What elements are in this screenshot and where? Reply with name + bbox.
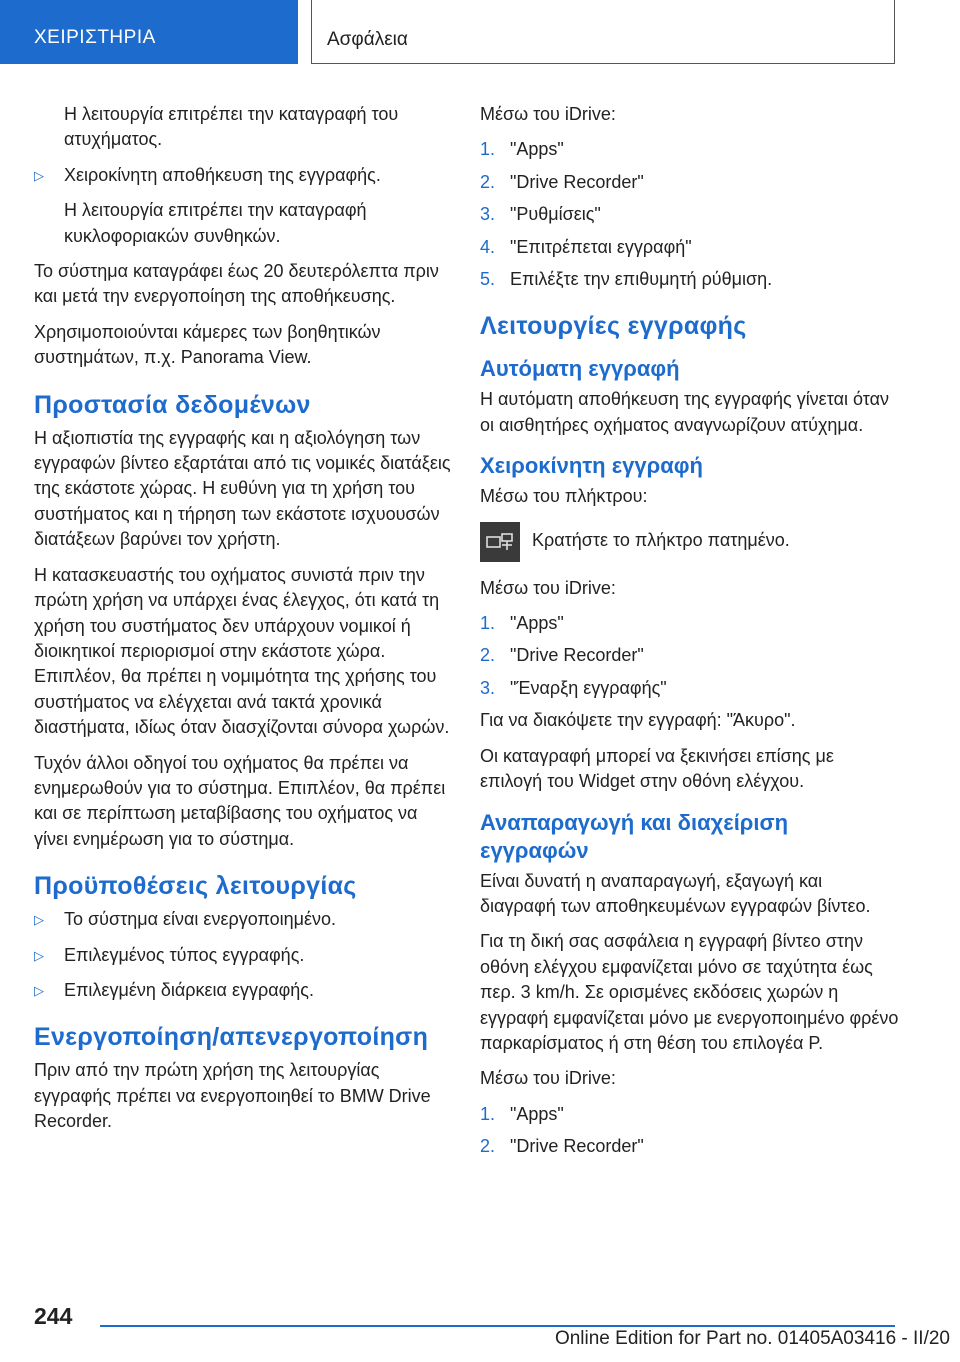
bullet-item	[34, 907, 454, 932]
right-column	[480, 102, 900, 1167]
footer-divider	[100, 1325, 895, 1327]
paragraph: Είναι δυνατή η αναπαραγωγή, εξαγωγή και διαγραφή των αποθηκευμένων εγγραφών βίντεο.	[480, 870, 871, 916]
step-number: 3.	[480, 677, 496, 698]
step-number: 2.	[480, 171, 496, 192]
step-text: "Drive Recorder"	[510, 645, 644, 666]
step-text: "Ρυθμίσεις"	[510, 204, 601, 225]
paragraph: Η αυτόματη αποθήκευση της εγγραφής γίνεται όταν οι αισθητήρες οχήματος αναγνωρίζουν ατύχημα.	[480, 389, 889, 435]
triangle-bullet-icon: ▷	[34, 982, 44, 998]
step-text: "Apps"	[510, 139, 564, 160]
list-item	[480, 267, 900, 292]
section-title: Ασφάλεια	[327, 29, 408, 50]
paragraph: Μέσω του iDrive:	[480, 577, 616, 598]
bullet-text: Επιλεγμένη διάρκεια εγγραφής.	[64, 979, 314, 1000]
list-item	[480, 1102, 900, 1127]
bullet-text: Επιλεγμένος τύπος εγγραφής.	[64, 944, 305, 965]
heading-activation: Ενεργοποίηση/απενεργοποίηση	[34, 1023, 429, 1052]
list-item	[480, 611, 900, 636]
paragraph: Η κατασκευαστής του οχήματος συνιστά πριν την πρώτη χρήση να υπάρχει ένας έλεγχος, ότι κατά τη χρήση του συστήματος δεν υπάρχουν νομικοί ή διοικητικοί περιορισμοί στην εκάστοτε χώρα. Επιπλέον, θα πρέπει η νομιμότητα της χρήσης του συστήματος να ελέγχεται ανά τακτά χρονικά διαστήματα, ιδίως όταν διασχίζονται σύνορα χωρών.	[34, 564, 450, 738]
step-number: 2.	[480, 645, 496, 666]
step-number: 1.	[480, 1103, 496, 1124]
bullet-item	[34, 978, 454, 1003]
bullet-item	[34, 943, 454, 968]
camera-record-button-icon	[480, 522, 520, 562]
list-item	[480, 137, 900, 162]
list-item	[480, 1134, 900, 1159]
paragraph: Για να διακόψετε την εγγραφή: "Άκυρο".	[480, 710, 796, 731]
paragraph: Οι καταγραφή μπορεί να ξεκινήσει επίσης με επιλογή του Widget στην οθόνη ελέγχου.	[480, 745, 834, 792]
list-item	[480, 202, 900, 227]
paragraph: Τυχόν άλλοι οδηγοί του οχήματος θα πρέπει να ενημερωθούν για το σύστημα. Επιπλέον, θα πρέπει και σε περίπτωση μεταβίβασης του οχήματος να γίνει ενημέρωση για το σύστημα.	[34, 752, 446, 849]
page-number: 244	[34, 1303, 73, 1329]
step-number: 2.	[480, 1136, 496, 1157]
step-text: Επιλέξτε την επιθυμητή ρύθμιση.	[510, 269, 773, 290]
heading-data-protection: Προστασία δεδομένων	[34, 390, 311, 419]
paragraph: Η λειτουργία επιτρέπει την καταγραφή του ατυχήματος.	[64, 104, 399, 150]
list-item	[480, 235, 900, 260]
heading-automatic-recording: Αυτόματη εγγραφή	[480, 356, 680, 382]
step-number: 3.	[480, 204, 496, 225]
paragraph: Η λειτουργία επιτρέπει την καταγραφή κυκλοφοριακών συνθηκών.	[64, 200, 367, 246]
heading-manual-recording: Χειροκίνητη εγγραφή	[480, 453, 703, 479]
key-instruction	[480, 522, 900, 562]
left-column	[34, 102, 454, 1145]
step-text: "Drive Recorder"	[510, 1136, 644, 1157]
bullet-item	[34, 163, 454, 188]
step-text: "Apps"	[510, 1103, 564, 1124]
footer-edition: Online Edition for Part no. 01405A03416 - II/20	[554, 1328, 950, 1349]
step-text: "Επιτρέπεται εγγραφή"	[510, 236, 692, 257]
list-item	[480, 676, 900, 701]
bullet-text: Το σύστημα είναι ενεργοποιημένο.	[64, 909, 337, 930]
heading-recording-functions: Λειτουργίες εγγραφής	[480, 312, 747, 341]
step-text: "Έναρξη εγγραφής"	[510, 677, 667, 698]
bullet-text: Χειροκίνητη αποθήκευση της εγγραφής.	[64, 164, 381, 185]
paragraph: Μέσω του iDrive:	[480, 104, 616, 124]
paragraph: Πριν από την πρώτη χρήση της λειτουργίας εγγραφής πρέπει να ενεργοποιηθεί το BMW Drive Recorder.	[34, 1060, 431, 1132]
chapter-title: ΧΕΙΡΙΣΤΗΡΙΑ	[34, 27, 156, 48]
list-item	[480, 643, 900, 668]
heading-prerequisites: Προϋποθέσεις λειτουργίας	[34, 872, 357, 901]
chapter-tab	[0, 0, 298, 64]
step-number: 5.	[480, 269, 496, 290]
triangle-bullet-icon: ▷	[34, 912, 44, 928]
paragraph: Μέσω του πλήκτρου:	[480, 486, 648, 507]
paragraph: Μέσω του iDrive:	[480, 1068, 616, 1089]
step-text: "Apps"	[510, 613, 564, 634]
step-number: 4.	[480, 236, 496, 257]
list-item	[480, 170, 900, 195]
section-tab	[311, 0, 895, 64]
step-text: "Drive Recorder"	[510, 171, 644, 192]
step-number: 1.	[480, 139, 496, 160]
paragraph: Για τη δική σας ασφάλεια η εγγραφή βίντεο στην οθόνη ελέγχου εμφανίζεται μόνο σε ταχύτητα έως περ. 3 km/h. Σε ορισμένες εκδόσεις χωρών η εγγραφή εμφανίζεται μόνο με ενεργοποιημένο φρένο παρκαρίσματος ή στη θέση του επιλογέα P.	[480, 931, 899, 1053]
paragraph: Το σύστημα καταγράφει έως 20 δευτερόλεπτα πριν και μετά την ενεργοποίηση της αποθήκευσης.	[34, 261, 439, 307]
paragraph: Η αξιοπιστία της εγγραφής και η αξιολόγηση των εγγραφών βίντεο εξαρτάται από τις νομικές διατάξεις της εκάστοτε χώρας. Η ευθύνη για τη χρήση του συστήματος και η τήρηση των εκάστοτε ισχυουσών διατάξεων βαρύνει τον χρήστη.	[34, 427, 451, 550]
heading-playback: Αναπαραγωγή και διαχείριση εγγραφών	[480, 809, 789, 863]
triangle-bullet-icon: ▷	[34, 947, 44, 963]
key-instruction-text: Κρατήστε το πλήκτρο πατημένο.	[532, 529, 790, 550]
step-number: 1.	[480, 613, 496, 634]
triangle-bullet-icon: ▷	[34, 167, 44, 183]
paragraph: Χρησιμοποιούνται κάμερες των βοηθητικών συστημάτων, π.χ. Panorama View.	[34, 321, 381, 368]
